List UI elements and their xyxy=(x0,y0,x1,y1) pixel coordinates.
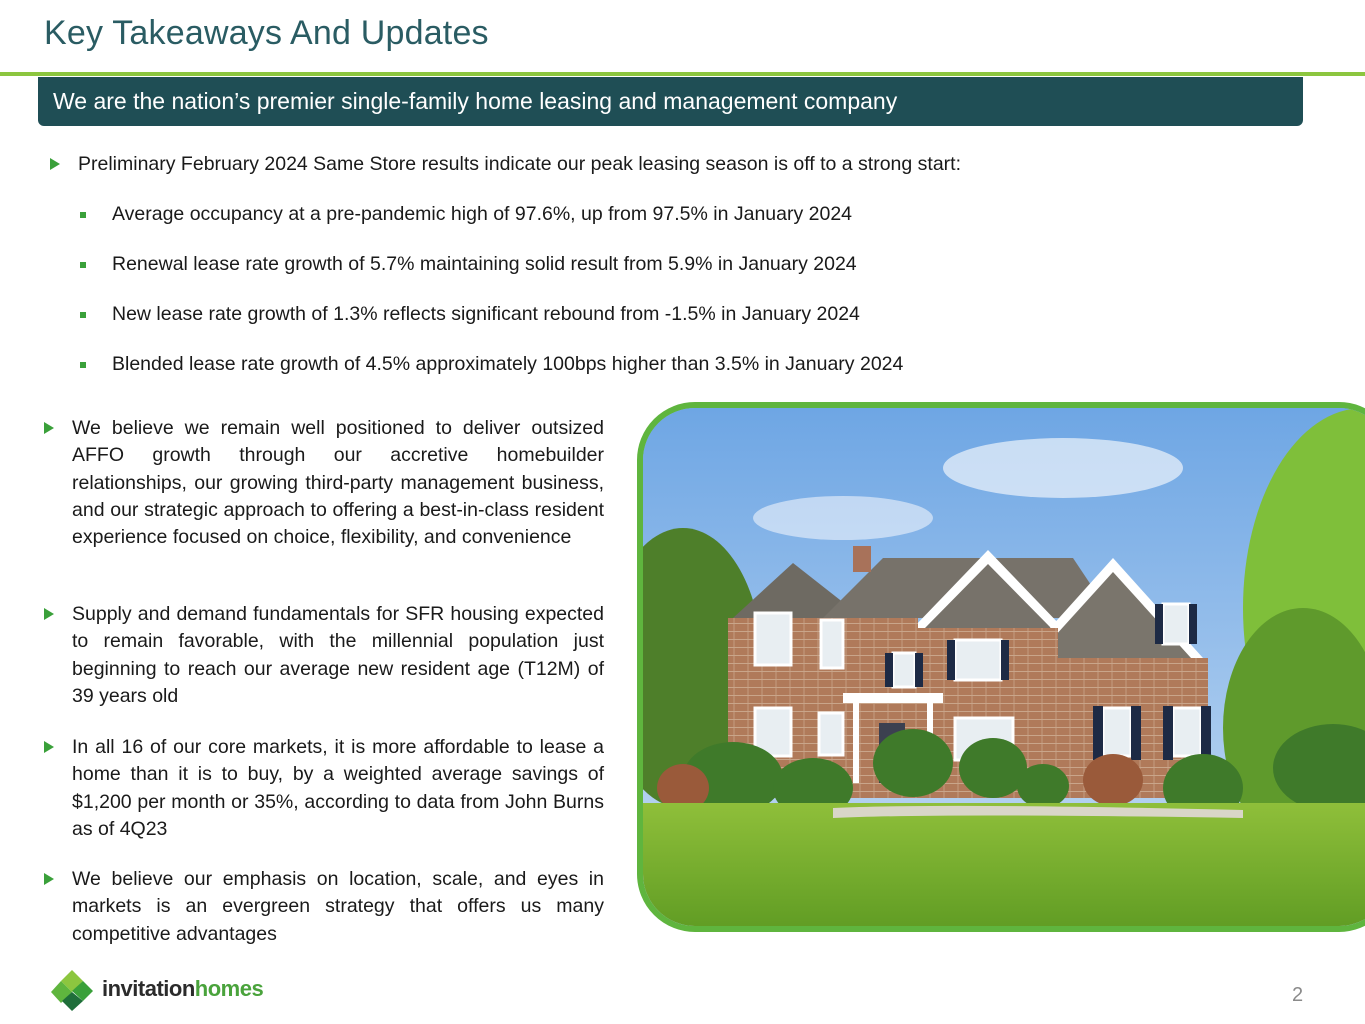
bullet-affo-growth: We believe we remain well positioned to deliver outsized AFFO growth through our accretive homebuilder relationships, our growing third-party management business, and our strategic approach to offering a best-in-class resident experience focused on choice, flexibility, and convenience xyxy=(72,417,604,549)
triangle-bullet-icon xyxy=(44,608,54,620)
bullet-affordability: In all 16 of our core markets, it is more affordable to lease a home than it is to buy, by a weighted average savings of $1,200 per month or 35%, according to data from John Burns as of 4Q23 xyxy=(72,736,604,840)
square-bullet-icon xyxy=(80,312,86,318)
sub-bullet-renewal: Renewal lease rate growth of 5.7% maintaining solid result from 5.9% in January 2024 xyxy=(112,253,857,275)
triangle-bullet-icon xyxy=(50,158,60,170)
title-divider xyxy=(0,72,1365,76)
triangle-bullet-icon xyxy=(44,741,54,753)
sub-bullet-blended: Blended lease rate growth of 4.5% approximately 100bps higher than 3.5% in January 2024 xyxy=(112,353,904,375)
bullet-supply-demand: Supply and demand fundamentals for SFR housing expected to remain favorable, with the millennial population just beginning to reach our average new resident age (T12M) of 39 years old xyxy=(72,603,604,707)
sub-bullet-new-lease: New lease rate growth of 1.3% reflects significant rebound from -1.5% in January 2024 xyxy=(112,303,860,325)
logo-word-homes: homes xyxy=(194,976,264,1001)
logo-mark-icon xyxy=(50,968,94,1012)
page-number: 2 xyxy=(1292,984,1304,1006)
headline-banner: We are the nation’s premier single-family home leasing and management company xyxy=(38,77,1303,126)
square-bullet-icon xyxy=(80,212,86,218)
triangle-bullet-icon xyxy=(44,873,54,885)
slide-title: Key Takeaways And Updates xyxy=(44,14,489,52)
house-photo xyxy=(637,402,1365,932)
logo-word-invitation: invitation xyxy=(102,976,195,1001)
bullet-strategy: We believe our emphasis on location, scale, and eyes in markets is an evergreen strategy that offers us many competitive advantages xyxy=(72,868,604,945)
triangle-bullet-icon xyxy=(44,422,54,434)
square-bullet-icon xyxy=(80,262,86,268)
company-logo xyxy=(50,968,280,1012)
square-bullet-icon xyxy=(80,362,86,368)
logo-wordmark xyxy=(102,976,263,1002)
lead-bullet-text: Preliminary February 2024 Same Store results indicate our peak leasing season is off to a strong start: xyxy=(78,153,962,175)
sub-bullet-occupancy: Average occupancy at a pre-pandemic high of 97.6%, up from 97.5% in January 2024 xyxy=(112,203,853,225)
